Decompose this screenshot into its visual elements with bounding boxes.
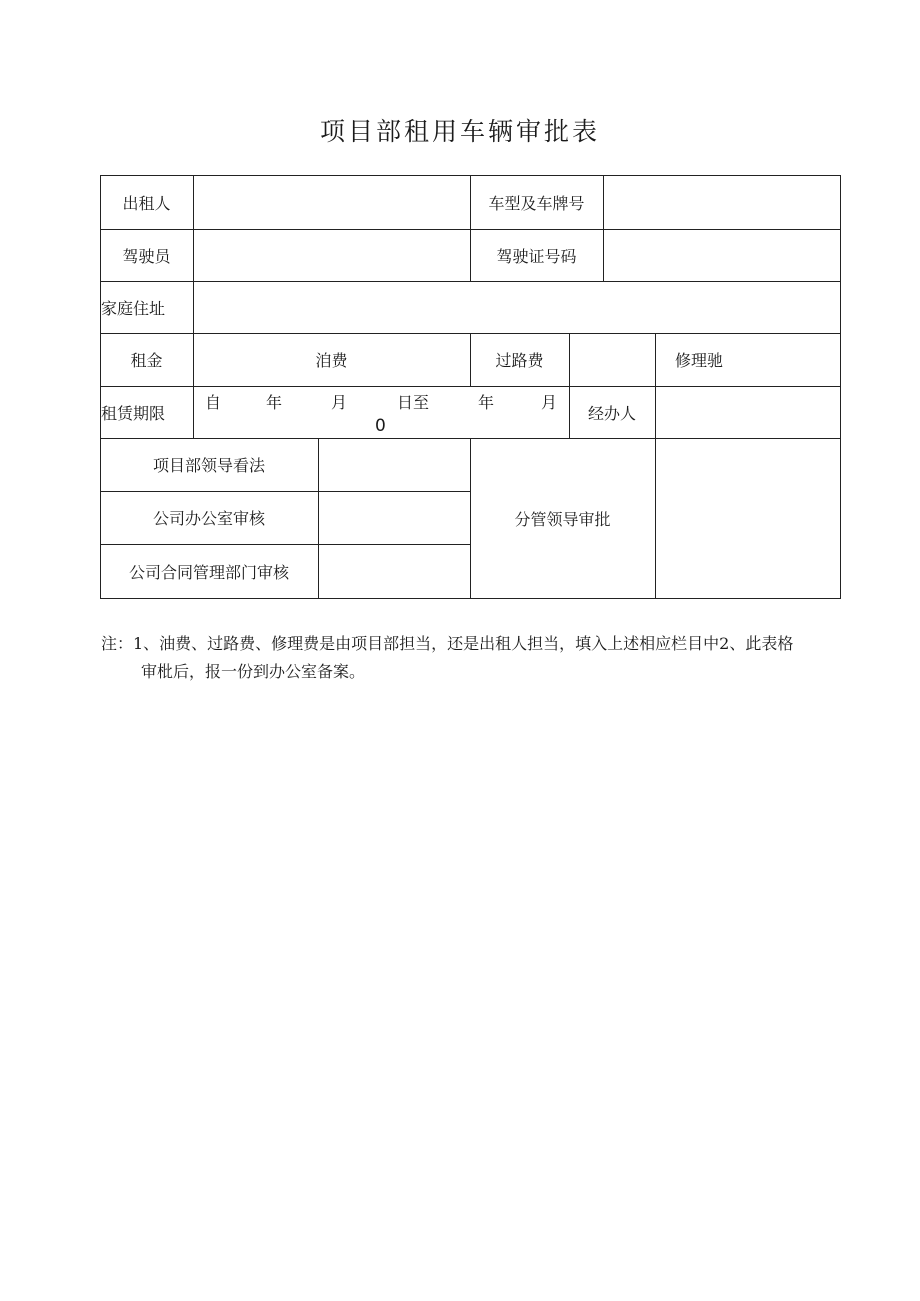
period-month-1: 月 — [331, 393, 348, 412]
toll-field[interactable] — [569, 333, 655, 386]
toll-label: 过路费 — [495, 351, 544, 370]
rent-label: 租金 — [130, 351, 163, 370]
office-review-label: 公司办公室审核 — [152, 509, 265, 528]
period-zero: 0 — [375, 416, 386, 436]
repair-label: 修理驰 — [674, 351, 723, 370]
period-year-2: 年 — [478, 393, 495, 412]
driver-label: 驾驶员 — [122, 246, 171, 266]
license-field[interactable] — [603, 229, 840, 281]
fuel-label: 洎费 — [315, 351, 348, 370]
contract-review-label: 公司合同管理部门审核 — [128, 562, 289, 582]
period-year-1: 年 — [266, 393, 283, 412]
vehicle-field[interactable] — [603, 175, 840, 229]
handler-field[interactable] — [655, 386, 840, 438]
period-label: 租赁期限 — [101, 403, 166, 423]
lessor-field[interactable] — [193, 175, 470, 229]
address-field[interactable] — [193, 281, 840, 333]
page-title: 项目部租用车辆审批表 — [319, 117, 600, 146]
dept-leader-label: 项目部领导看法 — [152, 456, 265, 475]
driver-field[interactable] — [193, 229, 470, 281]
lessor-label: 出租人 — [122, 193, 171, 213]
note-line-1: 注：1、油费、过路费、修理费是由项目部担当，还是出租人担当，填入上述相应栏目中2、此表格 — [101, 634, 794, 653]
dept-leader-field[interactable] — [318, 438, 470, 491]
table-border-right — [840, 175, 841, 599]
vehicle-label: 车型及车牌号 — [488, 193, 585, 213]
period-month-2: 月 — [541, 393, 558, 412]
period-from: 自 — [205, 393, 222, 412]
handler-label: 经办人 — [587, 403, 636, 423]
address-label: 家庭住址 — [101, 298, 166, 318]
period-day-to: 日至 — [397, 393, 430, 412]
contract-review-field[interactable] — [318, 544, 470, 598]
license-label: 驾驶证号码 — [496, 246, 577, 266]
office-review-field[interactable] — [318, 491, 470, 544]
note-line-2: 审枇后，报一份到办公室备案。 — [141, 662, 366, 681]
supervisor-field[interactable] — [655, 438, 840, 598]
supervisor-label: 分管领导审批 — [514, 509, 611, 529]
